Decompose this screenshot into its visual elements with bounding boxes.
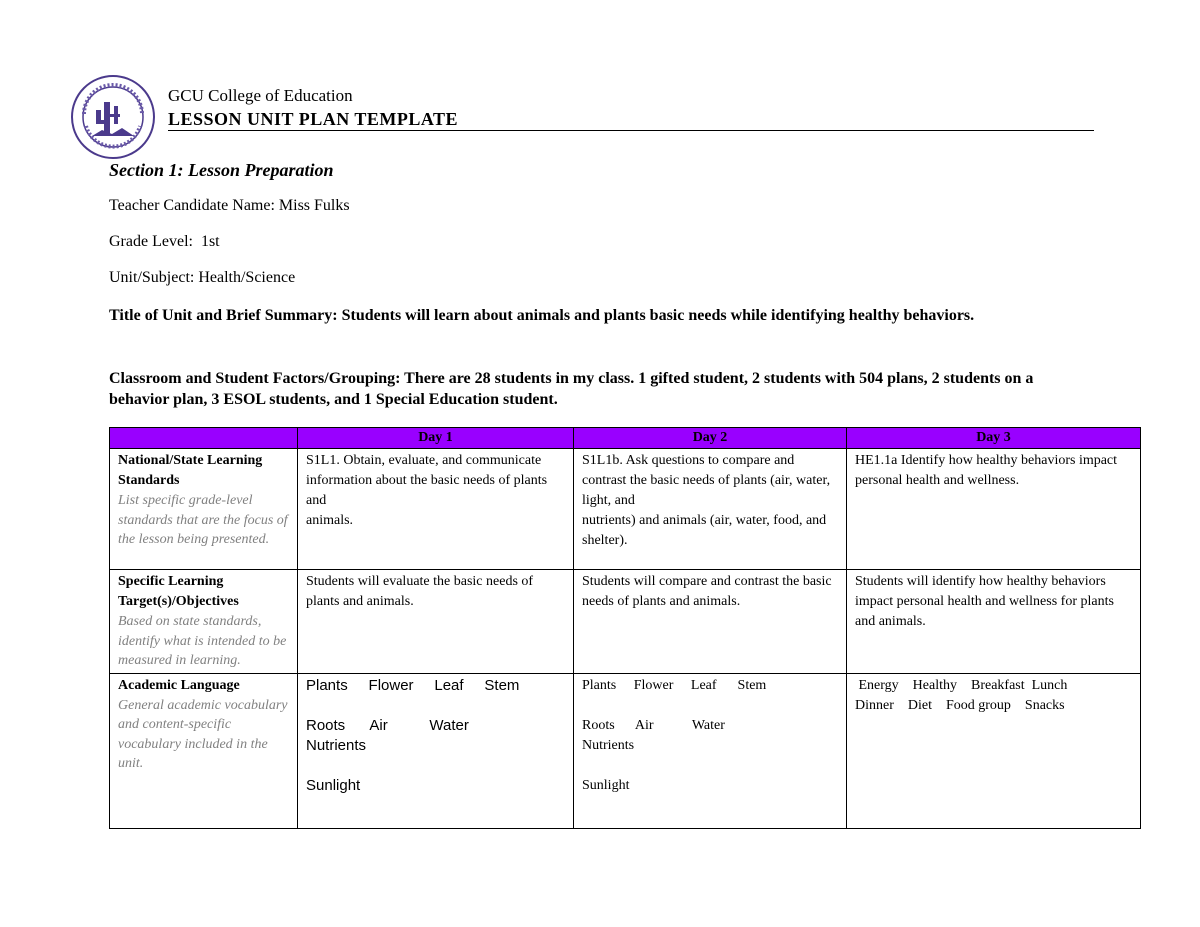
teacher-value: Miss Fulks [278, 197, 350, 214]
table-row [110, 673, 1141, 828]
grade-value: 1st [200, 233, 220, 250]
classroom-factors: Classroom and Student Factors/Grouping: There are 28 students in my class. 1 gifted student, 2 students with 504 plans, 2 students on a behavior plan, 3 ESOL students, and 1 Special Education student. [109, 370, 1034, 408]
row-hint: List specific grade-level standards that are the focus of the lesson being presented. [118, 493, 288, 547]
grade-label: Grade Level: [109, 233, 193, 250]
header-day-2: Day 2 [574, 428, 847, 449]
objectives-day-1: Students will evaluate the basic needs of plants and animals. [298, 570, 574, 674]
grade-level-line [109, 231, 1029, 252]
vocabulary-day-2: Plants Flower Leaf Stem Roots Air Water Nutrients Sunlight [574, 673, 847, 828]
unit-summary: Title of Unit and Brief Summary: Students will learn about animals and plants basic needs while identifying healthy behaviors. [109, 307, 975, 324]
vocabulary-day-1: Plants Flower Leaf Stem Roots Air Water Nutrients Sunlight [298, 673, 574, 828]
objectives-day-3: Students will identify how healthy behaviors impact personal health and wellness for plants and animals. [847, 570, 1141, 674]
standards-day-1: S1L1. Obtain, evaluate, and communicate information about the basic needs of plants and animals. [298, 449, 574, 570]
row-title: National/State Learning Standards [118, 453, 263, 488]
gcu-seal-logo [70, 74, 156, 160]
table-row [110, 570, 1141, 674]
row-label-objectives [110, 570, 298, 674]
teacher-name-line [109, 195, 1029, 216]
header-empty [110, 428, 298, 449]
standards-day-2: S1L1b. Ask questions to compare and contrast the basic needs of plants (air, water, light, and nutrients) and animals (air, water, food, and shelter). [574, 449, 847, 570]
section-title: Section 1: Lesson Preparation [109, 160, 334, 180]
vocabulary-day-3: Energy Healthy Breakfast Lunch Dinner Diet Food group Snacks [847, 673, 1141, 828]
unit-subject-line [109, 267, 1029, 288]
row-hint: Based on state standards, identify what is intended to be measured in learning. [118, 614, 287, 668]
unit-value: Health/Science [198, 269, 296, 286]
unit-label: Unit/Subject: [109, 269, 195, 286]
header-day-1: Day 1 [298, 428, 574, 449]
teacher-label: Teacher Candidate Name: [109, 197, 275, 214]
lesson-plan-table [109, 427, 1141, 829]
college-name: GCU College of Education [168, 86, 353, 105]
row-hint: General academic vocabulary and content-specific vocabulary included in the unit. [118, 697, 288, 771]
row-label-academic-language [110, 673, 298, 828]
header-day-3: Day 3 [847, 428, 1141, 449]
row-title: Academic Language [118, 677, 240, 693]
objectives-day-2: Students will compare and contrast the basic needs of plants and animals. [574, 570, 847, 674]
table-header-row [110, 428, 1141, 449]
row-title: Specific Learning Target(s)/Objectives [118, 574, 239, 609]
template-title: LESSON UNIT PLAN TEMPLATE [168, 108, 1094, 131]
table-row [110, 449, 1141, 570]
standards-day-3: HE1.1a Identify how healthy behaviors impact personal health and wellness. [847, 449, 1141, 570]
row-label-standards [110, 449, 298, 570]
